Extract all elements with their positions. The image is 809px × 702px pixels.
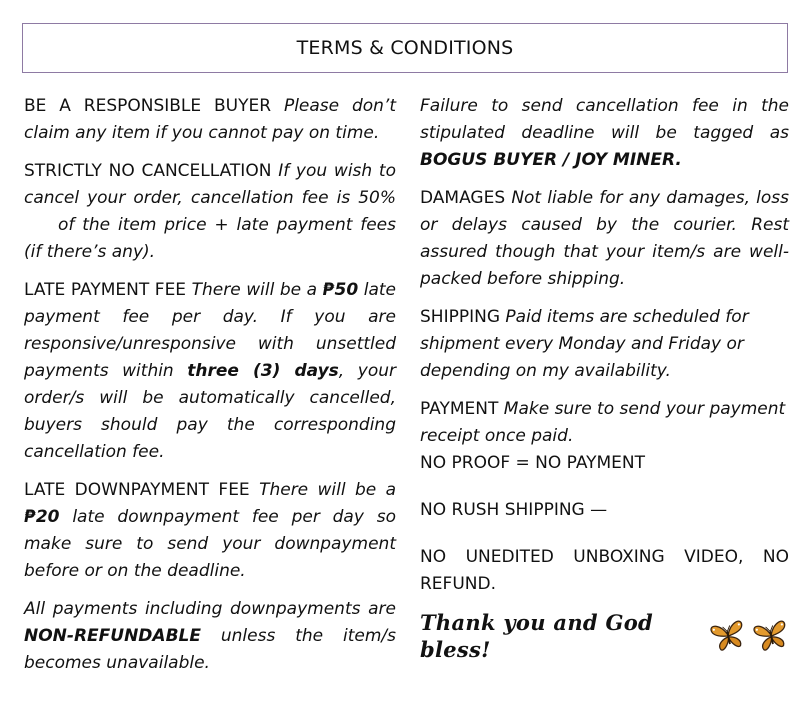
clause-text: Not liable for any damages, loss or delays caused by the courier. Rest assured though that your item/s are well-packed before shipping.	[420, 188, 789, 289]
shipping-clause	[420, 304, 789, 385]
clause-label: SHIPPING	[420, 307, 500, 327]
bogus-buyer-clause	[420, 93, 789, 174]
title-box	[22, 23, 788, 73]
clause-text: Failure to send cancellation fee in the stipulated deadline will be tagged as	[420, 96, 789, 143]
no-proof-notice: NO PROOF = NO PAYMENT	[420, 453, 646, 473]
clause-text: , your order/s will be automatically cancelled, buyers should pay the corresponding cancellation fee.	[24, 361, 396, 462]
clause-text: of the item price + late payment fees (if there’s any).	[24, 215, 396, 262]
non-refundable-clause	[24, 596, 396, 677]
clause-text: Paid items are scheduled for shipment every Monday and Friday or depending on my availability.	[420, 307, 749, 381]
fee-amount: ₱20	[24, 507, 60, 527]
fee-amount: ₱50	[322, 280, 359, 300]
clause-label: DAMAGES	[420, 188, 506, 208]
thanks-row	[420, 609, 789, 663]
payment-clause	[420, 396, 789, 477]
clause-text: If you wish to cancel your order, cancellation fee is 50%	[24, 161, 396, 208]
non-refundable-emphasis: NON-REFUNDABLE	[24, 626, 201, 646]
clause-label: STRICTLY NO CANCELLATION	[24, 161, 272, 181]
clause-text: Make sure to send your payment receipt once paid.	[420, 399, 786, 446]
left-column	[24, 93, 396, 688]
damages-clause	[420, 185, 789, 293]
butterfly-icon	[753, 617, 790, 655]
late-payment-clause	[24, 277, 396, 466]
clause-label: LATE PAYMENT FEE	[24, 280, 187, 300]
clause-label: LATE DOWNPAYMENT FEE	[24, 480, 250, 500]
clause-text: There will be a	[191, 280, 318, 300]
responsible-buyer-clause	[24, 93, 396, 147]
butterfly-icon	[710, 617, 747, 655]
clause-text: All payments including downpayments are	[24, 599, 396, 619]
late-downpayment-clause	[24, 477, 396, 585]
no-cancellation-clause	[24, 158, 396, 266]
right-column	[420, 93, 789, 663]
clause-text: There will be a	[259, 480, 397, 500]
clause-text: Please don’t claim any item if you cannot pay on time.	[24, 96, 397, 143]
clause-text: late downpayment fee per day so make sure to send your downpayment before or on the deadline.	[24, 507, 396, 581]
page-title: TERMS & CONDITIONS	[296, 37, 514, 59]
clause-label: PAYMENT	[420, 399, 499, 419]
deadline-days: three (3) days	[187, 361, 339, 381]
clause-text: late payment fee per day. If you are responsive/unresponsive with unsettled payments within	[24, 280, 396, 381]
clause-text: unless the item/s becomes unavailable.	[24, 626, 396, 673]
bogus-buyer-emphasis: BOGUS BUYER / JOY MINER.	[420, 150, 682, 170]
thank-you-message: Thank you and God bless!	[420, 610, 654, 662]
no-rush-shipping: NO RUSH SHIPPING —	[420, 500, 608, 520]
clause-label: BE A RESPONSIBLE BUYER	[24, 96, 272, 116]
no-unboxing-refund: NO UNEDITED UNBOXING VIDEO, NO REFUND.	[420, 547, 789, 594]
